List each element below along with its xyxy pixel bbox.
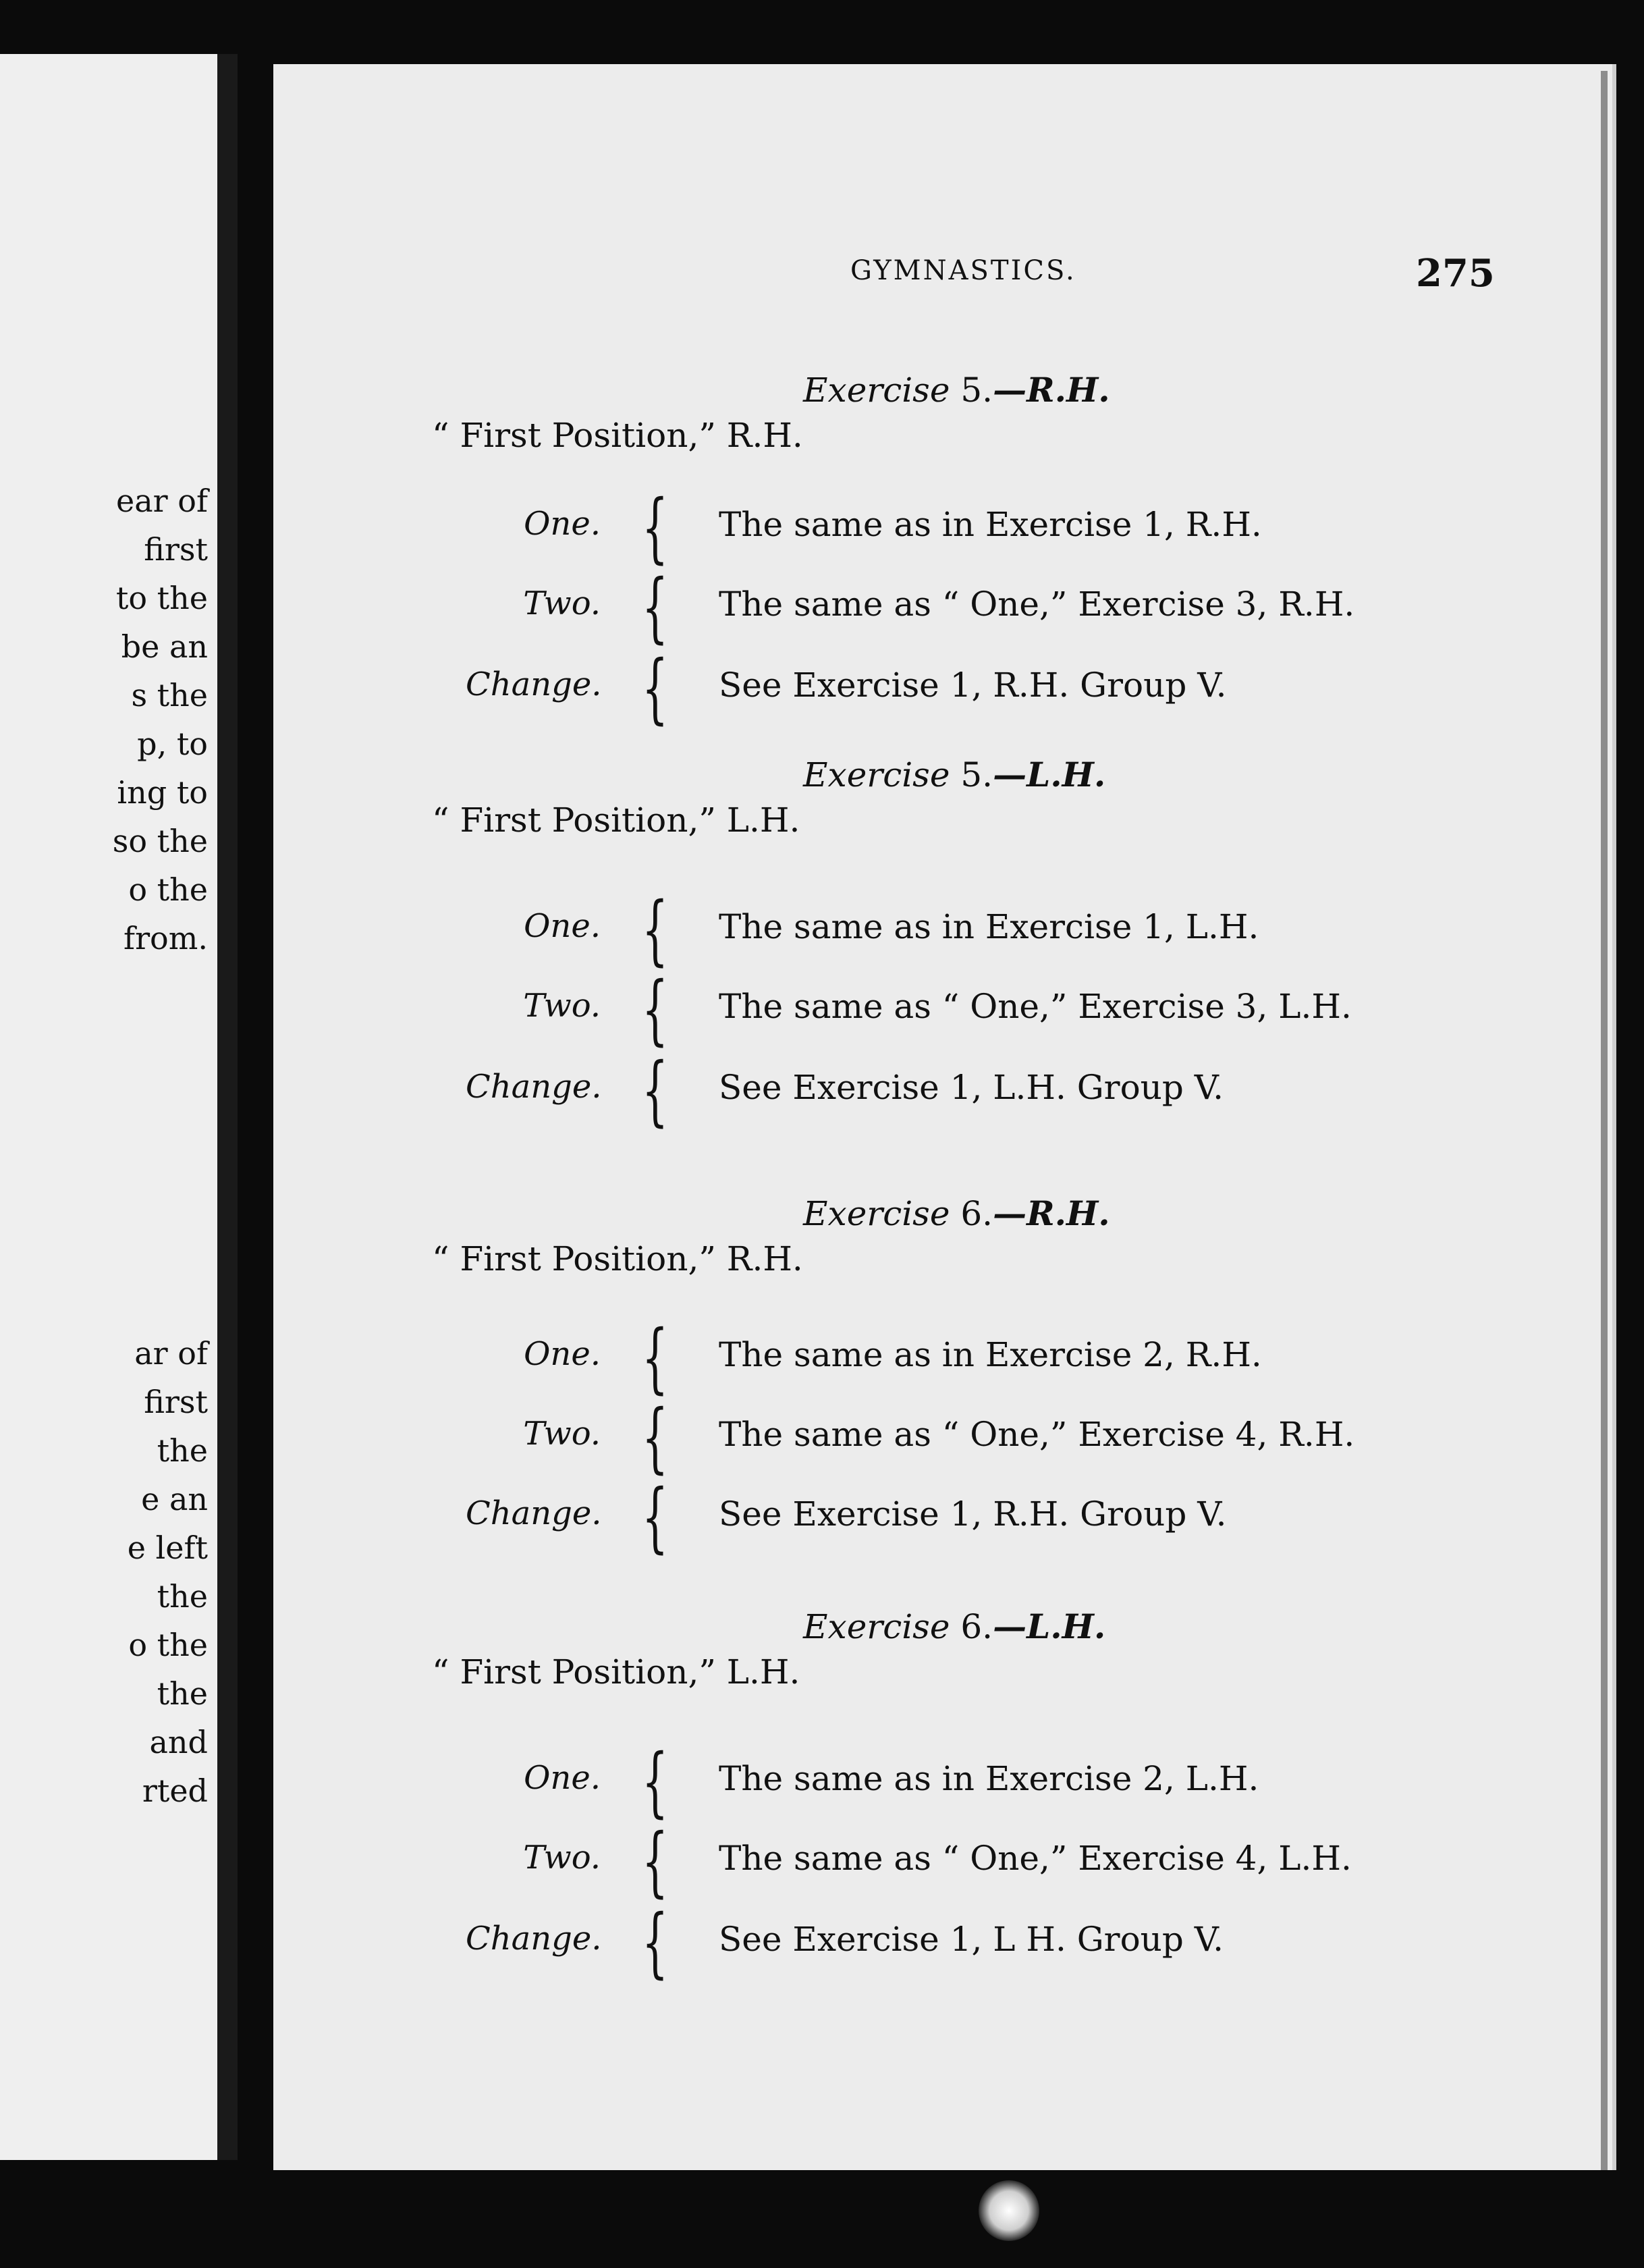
starting-position: “ First Position,” R.H. — [432, 1239, 803, 1278]
left-text-line: e an — [141, 1481, 208, 1517]
left-text-line: p, to — [137, 726, 208, 762]
starting-position: “ First Position,” L.H. — [432, 1652, 800, 1692]
exercise-heading — [803, 1606, 1105, 1646]
brace-mark: { — [642, 1899, 669, 1987]
exercise-number: 5. — [960, 755, 993, 794]
left-text-line: first — [144, 531, 208, 568]
step-label: One. — [524, 1759, 601, 1797]
step-description: The same as in Exercise 2, R.H. — [719, 1335, 1262, 1374]
step-description: See Exercise 1, R.H. Group V. — [719, 1494, 1227, 1534]
brace-mark: { — [642, 564, 669, 651]
step-description: See Exercise 1, L H. Group V. — [719, 1920, 1224, 1959]
exercise-number: 6. — [960, 1194, 993, 1233]
exercise-number: 6. — [960, 1607, 993, 1646]
exercise-word: Exercise — [803, 371, 950, 410]
step-label: One. — [524, 1335, 601, 1373]
step-label: Two. — [523, 1839, 601, 1877]
exercise-section — [0, 1606, 1644, 1987]
exercise-word: Exercise — [803, 1194, 950, 1233]
step-label: One. — [524, 505, 601, 543]
step-description: The same as “ One,” Exercise 3, R.H. — [719, 585, 1355, 624]
exercise-section — [0, 1193, 1644, 1561]
exercise-number: 5. — [960, 371, 993, 410]
left-text-line: first — [144, 1384, 208, 1420]
running-head: GYMNASTICS. — [850, 255, 1076, 286]
brace-mark: { — [642, 1474, 669, 1561]
exercise-step — [0, 1047, 1644, 1149]
left-text-line: ing to — [117, 774, 208, 811]
brace-mark: { — [642, 966, 669, 1054]
left-text-line: from. — [124, 920, 208, 956]
step-label: Change. — [466, 666, 602, 703]
step-description: The same as “ One,” Exercise 3, L.H. — [719, 987, 1352, 1026]
left-text-line: s the — [131, 677, 208, 713]
step-label: Two. — [523, 585, 601, 622]
step-description: The same as in Exercise 1, R.H. — [719, 505, 1262, 544]
left-text-line: e left — [127, 1530, 208, 1566]
step-description: See Exercise 1, L.H. Group V. — [719, 1068, 1224, 1107]
step-description: The same as in Exercise 2, L.H. — [719, 1759, 1259, 1798]
step-description: See Exercise 1, R.H. Group V. — [719, 666, 1227, 705]
left-text-line: the — [157, 1432, 208, 1469]
exercise-heading — [803, 370, 1110, 410]
page-number: 275 — [1416, 251, 1495, 296]
step-label: Two. — [523, 1415, 601, 1453]
left-text-line: ear of — [116, 483, 208, 519]
left-text-line: and — [149, 1724, 208, 1760]
step-label: One. — [524, 907, 601, 945]
exercise-step — [0, 564, 1644, 666]
left-text-line: o the — [128, 1627, 208, 1663]
step-description: The same as “ One,” Exercise 4, R.H. — [719, 1415, 1355, 1454]
exercise-heading — [803, 1193, 1110, 1233]
left-text-line: o the — [128, 871, 208, 908]
step-label: Change. — [466, 1920, 602, 1958]
exercise-section — [0, 755, 1644, 1135]
step-description: The same as “ One,” Exercise 4, L.H. — [719, 1839, 1352, 1878]
brace-mark: { — [642, 1818, 669, 1906]
step-label: Two. — [523, 987, 601, 1025]
exercise-hand: —R.H. — [993, 1193, 1110, 1233]
left-text-line: ar of — [134, 1335, 208, 1372]
step-label: Change. — [466, 1068, 602, 1106]
brace-mark: { — [642, 1738, 669, 1826]
brace-mark: { — [642, 886, 669, 974]
exercise-hand: —L.H. — [993, 755, 1106, 794]
exercise-hand: —L.H. — [993, 1606, 1106, 1646]
left-text-line: the — [157, 1578, 208, 1615]
brace-mark: { — [642, 484, 669, 572]
left-text-line: to the — [115, 580, 208, 616]
left-text-line: the — [157, 1675, 208, 1712]
exercise-word: Exercise — [803, 1607, 950, 1646]
brace-mark: { — [642, 1047, 669, 1135]
exercise-heading — [803, 755, 1105, 794]
exercise-word: Exercise — [803, 755, 950, 794]
brace-mark: { — [642, 1394, 669, 1482]
scan-light-spot — [979, 2180, 1039, 2241]
starting-position: “ First Position,” L.H. — [432, 801, 800, 840]
step-label: Change. — [466, 1494, 602, 1532]
brace-mark: { — [642, 1314, 669, 1402]
brace-mark: { — [642, 645, 669, 732]
exercise-step — [0, 1474, 1644, 1575]
left-text-line: be an — [121, 628, 208, 665]
exercise-step — [0, 1818, 1644, 1920]
starting-position: “ First Position,” R.H. — [432, 416, 803, 455]
exercise-step — [0, 966, 1644, 1068]
exercise-step — [0, 1314, 1644, 1416]
exercise-section — [0, 370, 1644, 732]
left-text-line: so the — [112, 823, 208, 859]
left-text-line: rted — [142, 1773, 208, 1809]
exercise-step — [0, 1899, 1644, 2001]
step-description: The same as in Exercise 1, L.H. — [719, 907, 1259, 946]
exercise-hand: —R.H. — [993, 370, 1110, 410]
